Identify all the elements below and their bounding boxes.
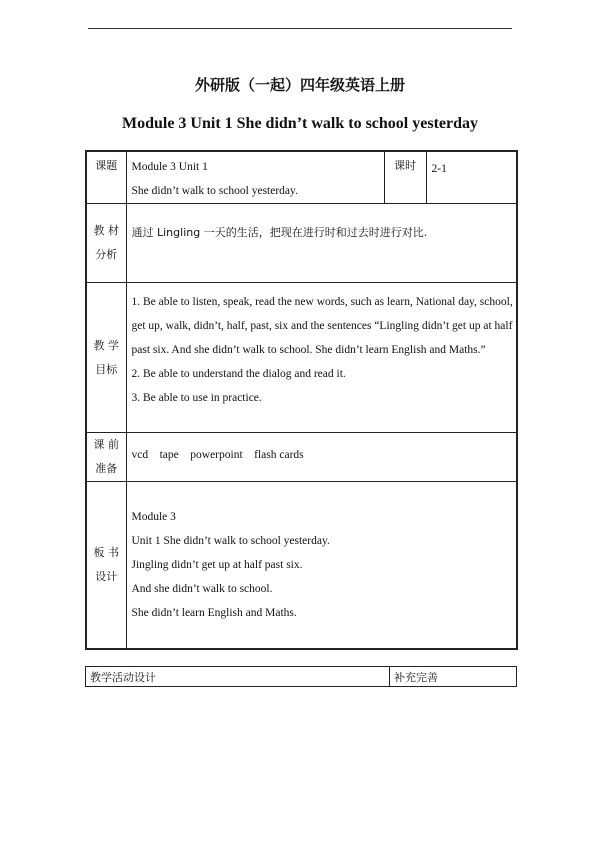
board-label-1: 板 书: [93, 545, 119, 559]
row-board-design: [86, 482, 517, 649]
prep-text-cell: [126, 433, 517, 482]
analysis-text-cell: [126, 204, 517, 283]
row-goals: [86, 283, 517, 433]
prep-label-cell: [86, 433, 126, 482]
period-label: 课时: [394, 159, 416, 172]
lesson-plan-table: [85, 150, 518, 650]
goals-label-cell: [86, 283, 126, 433]
topic-label: 课题: [95, 159, 118, 172]
activity-label: 教学活动设计: [86, 667, 390, 687]
analysis-text: 通过 Lingling 一天的生活，把现在进行时和过去时进行对比.: [131, 226, 428, 239]
board-line-3: Jingling didn’t get up at half past six.: [131, 559, 303, 571]
prep-text: vcd tape powerpoint flash cards: [131, 449, 304, 461]
supplement-label: 补充完善: [390, 667, 517, 687]
row-topic: [86, 151, 517, 204]
goal-item-2: 2. Be able to understand the dialog and read it.: [131, 368, 346, 380]
header-rule: [88, 28, 512, 29]
document-title: 外研版（一起）四年级英语上册: [194, 76, 405, 94]
goals-label-2: 目标: [95, 362, 118, 376]
board-line-2: Unit 1 She didn’t walk to school yesterday.: [131, 535, 330, 547]
prep-label-2: 准备: [95, 462, 118, 475]
analysis-label-1: 教 材: [93, 224, 119, 237]
topic-line-2: She didn’t walk to school yesterday.: [131, 185, 298, 197]
goal-item-1: 1. Be able to listen, speak, read the new words, such as learn, National day, school, get up, walk, didn’t, half, past, six and the sentences “Lingling didn’t get up at half past six. And she didn’t walk to school. She didn’t learn English and Maths.”: [131, 296, 513, 356]
activity-design-table: [85, 666, 517, 687]
board-label-cell: [86, 482, 126, 649]
prep-label-1: 课 前: [93, 438, 119, 451]
period-value-cell: [426, 151, 517, 204]
row-analysis: [86, 204, 517, 283]
goal-item-3: 3. Be able to use in practice.: [131, 392, 262, 404]
period-label-cell: [384, 151, 426, 204]
topic-label-cell: [86, 151, 126, 204]
board-line-5: She didn’t learn English and Maths.: [131, 607, 297, 619]
period-value: 2-1: [431, 163, 447, 175]
activity-header-row: [86, 667, 517, 687]
board-line-4: And she didn’t walk to school.: [131, 583, 273, 595]
goals-label-1: 教 学: [93, 338, 119, 352]
analysis-label-2: 分析: [95, 248, 118, 261]
board-text-cell: [126, 482, 517, 649]
board-line-1: Module 3: [131, 511, 176, 523]
row-preparation: [86, 433, 517, 482]
topic-value-cell: [126, 151, 384, 204]
topic-line-1: Module 3 Unit 1: [131, 161, 208, 173]
document-subtitle: Module 3 Unit 1 She didn’t walk to school yesterday: [121, 115, 479, 132]
board-label-2: 设计: [95, 569, 118, 583]
goals-text-cell: [126, 283, 517, 433]
analysis-label-cell: [86, 204, 126, 283]
